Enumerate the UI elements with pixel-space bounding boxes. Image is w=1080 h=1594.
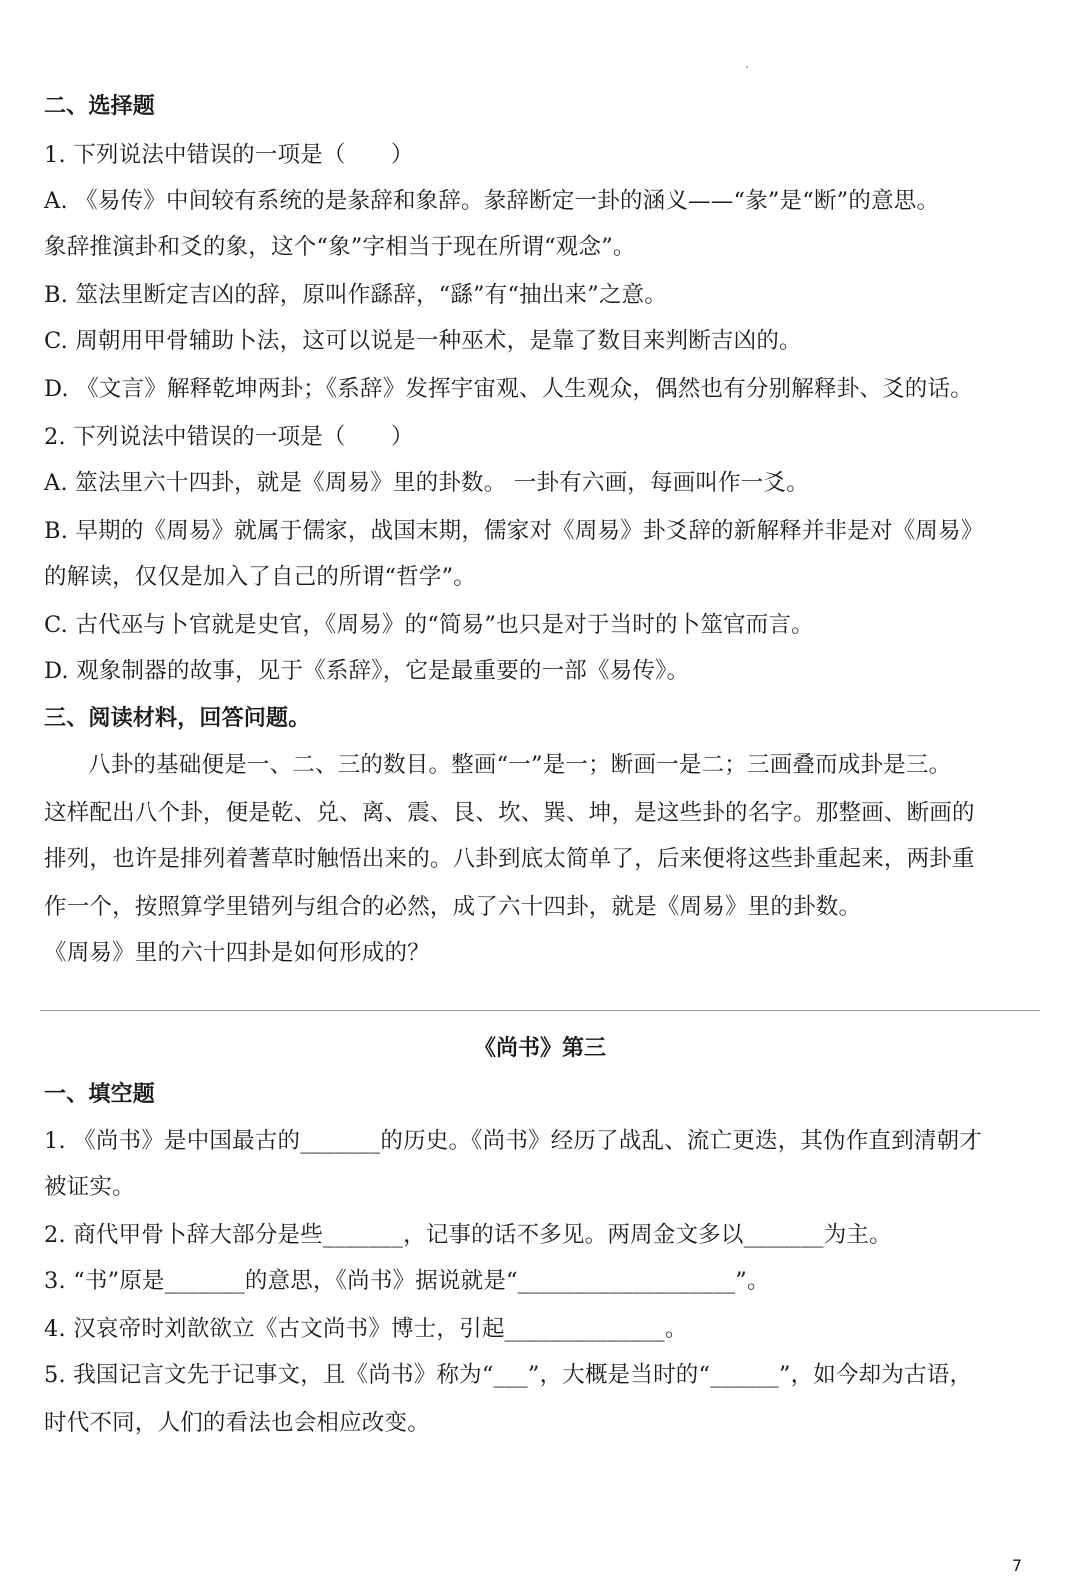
question-1-option-a-cont: 象辞推演卦和爻的象，这个“象”字相当于现在所谓“观念”。	[44, 234, 636, 260]
fill-question-5: 5. 我国记言文先于记事文，且《尚书》称为“___”，大概是当时的“______”，如今却为古语，	[44, 1362, 973, 1388]
question-2-option-a: A. 筮法里六十四卦，就是《周易》里的卦数。 一卦有六画，每画叫作一爻。	[44, 470, 809, 496]
section-heading-reading: 三、阅读材料，回答问题。	[44, 706, 311, 731]
reading-paragraph-line-2: 这样配出八个卦，便是乾、兑、离、震、艮、坎、巽、坤，是这些卦的名字。那整画、断画的	[44, 800, 975, 826]
scan-speck	[746, 66, 748, 68]
fill-question-4: 4. 汉哀帝时刘歆欲立《古文尚书》博士，引起______________。	[44, 1316, 688, 1342]
reading-paragraph-line-1: 八卦的基础便是一、二、三的数目。整画“一”是一；断画一是二；三画叠而成卦是三。	[88, 752, 952, 778]
question-2-stem: 2. 下列说法中错误的一项是（ ）	[44, 424, 414, 450]
question-1-option-c: C. 周朝用甲骨辅助卜法，这可以说是一种巫术，是靠了数目来判断吉凶的。	[44, 328, 802, 354]
fill-question-3: 3. “书”原是_______的意思，《尚书》据说就是“___________________”。	[44, 1268, 770, 1294]
fill-question-1-cont: 被证实。	[44, 1174, 135, 1200]
section-heading-fill: 一、填空题	[44, 1082, 156, 1107]
chapter-title: 《尚书》第三	[473, 1036, 606, 1061]
fill-question-1: 1. 《尚书》是中国最古的_______的历史。《尚书》经历了战乱、流亡更迭，其伪作直到清朝才	[44, 1128, 983, 1154]
question-2-option-b: B. 早期的《周易》就属于儒家，战国末期，儒家对《周易》卦爻辞的新解释并非是对《周易》	[44, 518, 984, 544]
fill-question-5-cont: 时代不同，人们的看法也会相应改变。	[44, 1410, 430, 1436]
reading-paragraph-line-3: 排列，也许是排列着蓍草时触悟出来的。八卦到底太简单了，后来便将这些卦重起来，两卦重	[44, 846, 975, 872]
question-2-option-b-cont: 的解读，仅仅是加入了自己的所谓“哲学”。	[44, 564, 477, 590]
reading-paragraph-line-4: 作一个，按照算学里错列与组合的必然，成了六十四卦，就是《周易》里的卦数。	[44, 894, 862, 920]
question-1-option-a: A. 《易传》中间较有系统的是彖辞和象辞。彖辞断定一卦的涵义——“彖”是“断”的意思。	[44, 188, 940, 214]
question-1-option-d: D. 《文言》解释乾坤两卦；《系辞》发挥宇宙观、人生观众，偶然也有分别解释卦、爻的话。	[44, 376, 973, 402]
question-2-option-c: C. 古代巫与卜官就是史官，《周易》的“简易”也只是对于当时的卜筮官而言。	[44, 612, 814, 638]
fill-question-2: 2. 商代甲骨卜辞大部分是些_______，记事的话不多见。两周金文多以_______为主。	[44, 1222, 892, 1248]
question-1-option-b: B. 筮法里断定吉凶的辞，原叫作繇辞，“繇”有“抽出来”之意。	[44, 282, 668, 308]
section-divider	[40, 1010, 1040, 1011]
page-number: 7	[1011, 1556, 1022, 1575]
question-2-option-d: D. 观象制器的故事，见于《系辞》，它是最重要的一部《易传》。	[44, 658, 690, 684]
section-heading-choice: 二、选择题	[44, 94, 156, 119]
reading-question: 《周易》里的六十四卦是如何形成的？	[44, 940, 430, 966]
question-1-stem: 1. 下列说法中错误的一项是（ ）	[44, 142, 414, 168]
